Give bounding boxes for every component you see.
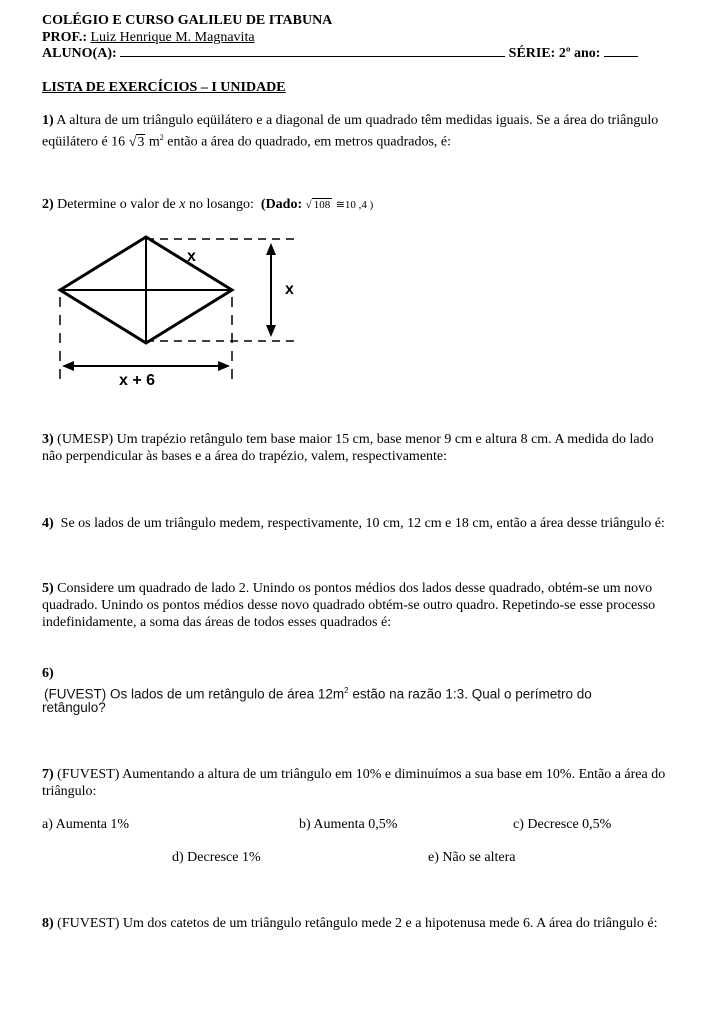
student-label: ALUNO(A): bbox=[42, 46, 117, 61]
width-arrow-head-left bbox=[62, 361, 74, 371]
q2-number: 2) bbox=[42, 197, 54, 212]
question-3 bbox=[42, 431, 696, 448]
q3-line1: (UMESP) Um trapézio retângulo tem base maior 15 cm, base menor 9 cm e altura 8 cm. A medida do lado bbox=[57, 432, 654, 447]
question-5 bbox=[42, 580, 696, 597]
q6-number: 6) bbox=[42, 666, 54, 681]
q1-unit-exp: 2 bbox=[159, 133, 164, 142]
width-arrow-head-right bbox=[218, 361, 230, 371]
grade-blank[interactable] bbox=[604, 44, 638, 57]
q2-var: x bbox=[179, 197, 186, 212]
q1-line2-a: eqüilátero é 16 bbox=[42, 134, 126, 150]
q2-text-b: no losango: bbox=[188, 197, 254, 212]
q5-line3: indefinidamente, a soma das áreas de todos esses quadrados é: bbox=[42, 615, 392, 630]
q1-sqrt: √3 bbox=[128, 134, 145, 150]
q2-approx: ≅10 ,4 ) bbox=[335, 199, 374, 211]
list-title: LISTA DE EXERCÍCIOS – I UNIDADE bbox=[42, 80, 286, 95]
student-name-blank[interactable] bbox=[120, 44, 505, 57]
q7-option-a[interactable]: a) Aumenta 1% bbox=[42, 817, 130, 832]
fig-bottom-label: x + 6 bbox=[119, 372, 156, 389]
q5-number: 5) bbox=[42, 581, 54, 596]
fig-x-right-label: x bbox=[285, 281, 294, 298]
q5-line2: quadrado. Unindo os pontos médios desse novo quadrado obtém-se outro quadro. Repetindo-se esse processo bbox=[42, 598, 656, 613]
question-1 bbox=[42, 112, 696, 129]
q6-exp: 2 bbox=[344, 686, 349, 695]
teacher-label: PROF.: bbox=[42, 30, 87, 45]
q3-line2: não perpendicular às bases e a área do trapézio, valem, respectivamente: bbox=[42, 449, 448, 464]
q2-text-a: Determine o valor de bbox=[57, 197, 176, 212]
q2-dado: (Dado: bbox=[260, 197, 303, 212]
question-2 bbox=[42, 196, 373, 214]
q7-line1: (FUVEST) Aumentando a altura de um triângulo em 10% e diminuímos a sua base em 10%. Então a área do bbox=[57, 767, 666, 782]
q1-line1: A altura de um triângulo eqüilátero e a diagonal de um quadrado têm medidas iguais. Se a área do triângulo bbox=[56, 113, 659, 128]
fig-x-top-label: x bbox=[187, 248, 196, 265]
q1-unit: m bbox=[148, 134, 160, 150]
grade-label: SÉRIE: 2º ano: bbox=[508, 46, 601, 61]
question-6-line1 bbox=[44, 682, 592, 703]
q1-sqrt-radicand: 3 bbox=[137, 134, 145, 150]
q6-line1-a: (FUVEST) Os lados de um retângulo de área 12m bbox=[44, 686, 345, 702]
q7-option-c[interactable]: c) Decresce 0,5% bbox=[513, 817, 612, 832]
q2-sqrt-radicand: 108 bbox=[313, 199, 331, 211]
q6-line1-b: estão na razão 1:3. Qual o perímetro do bbox=[352, 686, 592, 702]
rhombus-figure bbox=[40, 225, 310, 395]
question-1-line2 bbox=[42, 129, 451, 151]
q8-number: 8) bbox=[42, 916, 54, 931]
q2-sqrt: √ 108 bbox=[305, 199, 331, 211]
q7-option-e[interactable]: e) Não se altera bbox=[428, 850, 516, 865]
question-7 bbox=[42, 766, 696, 783]
q4-number: 4) bbox=[42, 516, 54, 531]
question-8 bbox=[42, 915, 657, 932]
height-arrow-head-top bbox=[266, 243, 276, 255]
question-4 bbox=[42, 515, 665, 532]
q7-option-d[interactable]: d) Decresce 1% bbox=[172, 850, 261, 865]
q7-number: 7) bbox=[42, 767, 54, 782]
school-name: COLÉGIO E CURSO GALILEU DE ITABUNA bbox=[42, 13, 333, 28]
q7-option-b[interactable]: b) Aumenta 0,5% bbox=[299, 817, 398, 832]
height-arrow-head-bottom bbox=[266, 325, 276, 337]
teacher-name: Luiz Henrique M. Magnavita bbox=[90, 30, 255, 45]
q1-number: 1) bbox=[42, 113, 54, 128]
q4-text: Se os lados de um triângulo medem, respectivamente, 10 cm, 12 cm e 18 cm, então a área desse triângulo é: bbox=[60, 516, 665, 531]
q1-line2-b: então a área do quadrado, em metros quadrados, é: bbox=[167, 134, 452, 150]
student-line bbox=[42, 44, 638, 62]
q6-line2: retângulo? bbox=[42, 700, 106, 715]
q8-text: (FUVEST) Um dos catetos de um triângulo retângulo mede 2 e a hipotenusa mede 6. A área do triângulo é: bbox=[57, 916, 658, 931]
q5-line1: Considere um quadrado de lado 2. Unindo os pontos médios dos lados desse quadrado, obtém-se um novo bbox=[57, 581, 653, 596]
q3-number: 3) bbox=[42, 432, 54, 447]
q7-line2: triângulo: bbox=[42, 784, 97, 799]
